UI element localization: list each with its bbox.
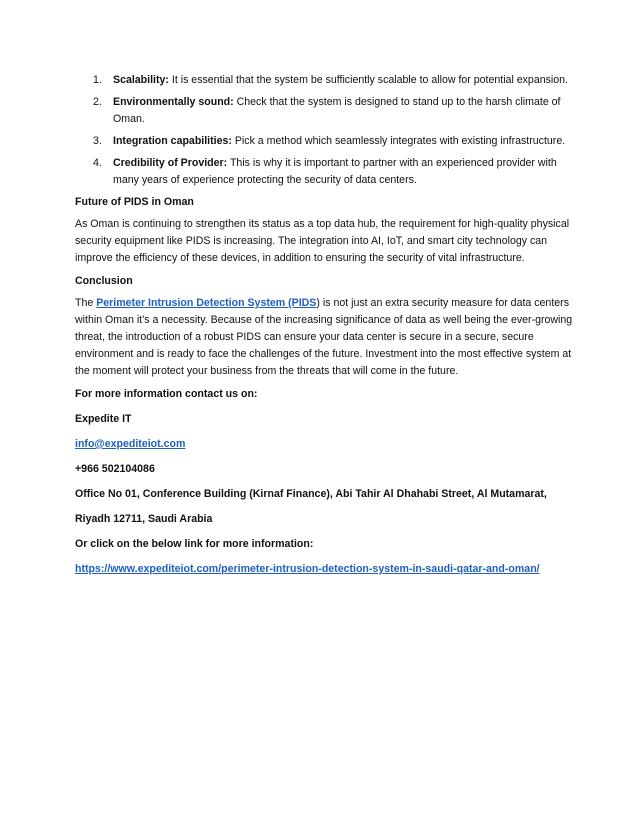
item-text: This is why it is important to partner with an experienced provider with many years of experience protecting the security of data centers.: [113, 157, 557, 186]
address-line-2: Riyadh 12711, Saudi Arabia: [75, 513, 213, 525]
item-text: It is essential that the system be sufficiently scalable to allow for potential expansion.: [168, 74, 568, 86]
address-line-1: Office No 01, Conference Building (Kirnaf Finance), Abi Tahir Al Dhahabi Street, Al Mutamarat,: [75, 488, 547, 500]
item-title: Credibility of Provider:: [113, 157, 228, 169]
company-name: Expedite IT: [75, 413, 132, 425]
pids-link[interactable]: Perimeter Intrusion Detection System (PIDS: [96, 297, 317, 309]
phone-number: +966 502104086: [75, 463, 155, 475]
more-info-text: Or click on the below link for more information:: [75, 538, 314, 550]
list-item: 3. Integration capabilities: Pick a method which seamlessly integrates with existing infrastructure.: [93, 135, 566, 147]
item-title: Integration capabilities:: [113, 135, 232, 147]
list-item: 2. Environmentally sound: Check that the system is designed to stand up to the harsh climate of Oman.: [93, 96, 561, 125]
item-title: Scalability:: [113, 74, 169, 86]
future-heading: Future of PIDS in Oman: [75, 196, 194, 208]
future-paragraph: As Oman is continuing to strengthen its status as a top data hub, the requirement for high-quality physical security equipment like PIDS is increasing. The integration into AI, IoT, and smart city technology can improve the efficiency of these devices, in addition to ensuring the security of vital infrastructure.: [75, 218, 570, 264]
item-title: Environmentally sound:: [113, 96, 234, 108]
list-item: 4. Credibility of Provider: This is why it is important to partner with an experienced provider with many years of experience protecting the security of data centers.: [93, 157, 557, 186]
item-text: Pick a method which seamlessly integrates with existing infrastructure.: [231, 135, 566, 147]
conclusion-paragraph: The Perimeter Intrusion Detection System (PIDS) is not just an extra security measure for data centers within Oman it’s a necessity. Because of the increasing significance of data as well being the ever-growing threat, the introduction of a robust PIDS can ensure your data center is secure in a secure, secure environment and is ready to face the challenges of the future. Investment into the most effective system at the moment will protect your business from the threats that will come in the future.: [75, 297, 573, 377]
contact-intro: For more information contact us on:: [75, 388, 258, 400]
email-link[interactable]: info@expediteiot.com: [75, 438, 186, 450]
list-item: 1. Scalability: It is essential that the system be sufficiently scalable to allow for potential expansion.: [93, 74, 568, 86]
product-url-link[interactable]: https://www.expediteiot.com/perimeter-intrusion-detection-system-in-saudi-qatar-and-oman/: [75, 563, 540, 575]
conclusion-heading: Conclusion: [75, 275, 133, 287]
item-text: Check that the system is designed to stand up to the harsh climate of Oman.: [113, 96, 561, 125]
requirements-list: [75, 72, 580, 189]
